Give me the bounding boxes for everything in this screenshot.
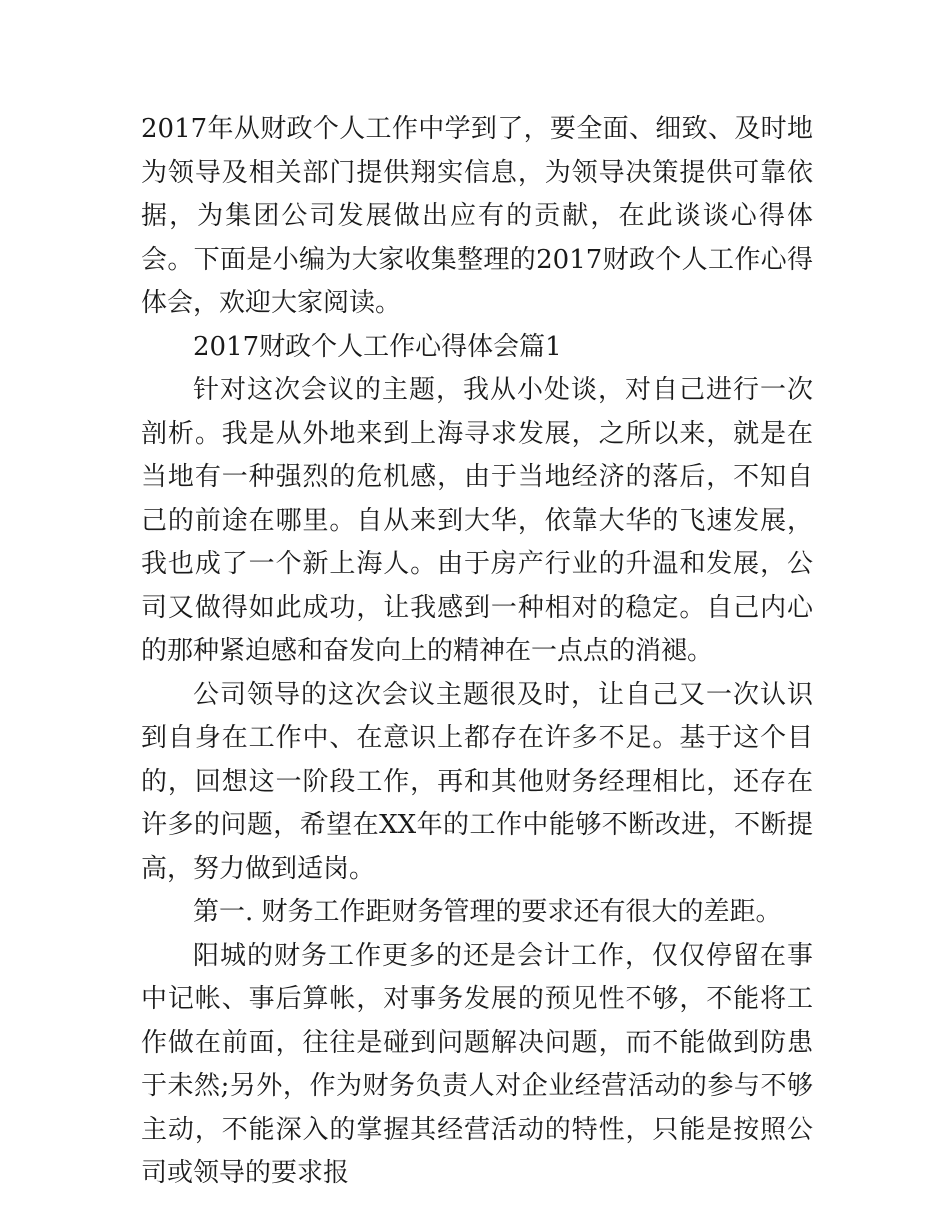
intro-paragraph: 2017年从财政个人工作中学到了，要全面、细致、及时地为领导及相关部门提供翔实信息，为领导决策提供可靠依据，为集团公司发展做出应有的贡献，在此谈谈心得体会。下面是小编为大家收集整理的2017财政个人工作心得体会，欢迎大家阅读。 <box>141 114 813 318</box>
point-heading-1: 第一. 财务工作距财务管理的要求还有很大的差距。 <box>193 897 782 927</box>
body-paragraph-2: 公司领导的这次会议主题很及时，让自己又一次认识到自身在工作中、在意识上都存在许多不足。基于这个目的，回想这一阶段工作，再和其他财务经理相比，还存在许多的问题，希望在XX年的工作中能够不断改进，不断提高，努力做到适岗。 <box>141 679 813 884</box>
section-heading: 2017财政个人工作心得体会篇1 <box>193 331 562 362</box>
document-body <box>141 108 813 1196</box>
body-paragraph-1: 针对这次会议的主题，我从小处谈，对自己进行一次剖析。我是从外地来到上海寻求发展，之所以来，就是在当地有一种强烈的危机感，由于当地经济的落后，不知自己的前途在哪里。自从来到大华，依靠大华的飞速发展，我也成了一个新上海人。由于房产行业的升温和发展，公司又做得如此成功，让我感到一种相对的稳定。自己内心的那种紧迫感和奋发向上的精神在一点点的消褪。 <box>141 375 813 666</box>
body-paragraph-3: 阳城的财务工作更多的还是会计工作，仅仅停留在事中记帐、事后算帐，对事务发展的预见性不够，不能将工作做在前面，往往是碰到问题解决问题，而不能做到防患于未然;另外，作为财务负责人对企业经营活动的参与不够主动，不能深入的掌握其经营活动的特性，只能是按照公司或领导的要求报 <box>141 940 813 1188</box>
